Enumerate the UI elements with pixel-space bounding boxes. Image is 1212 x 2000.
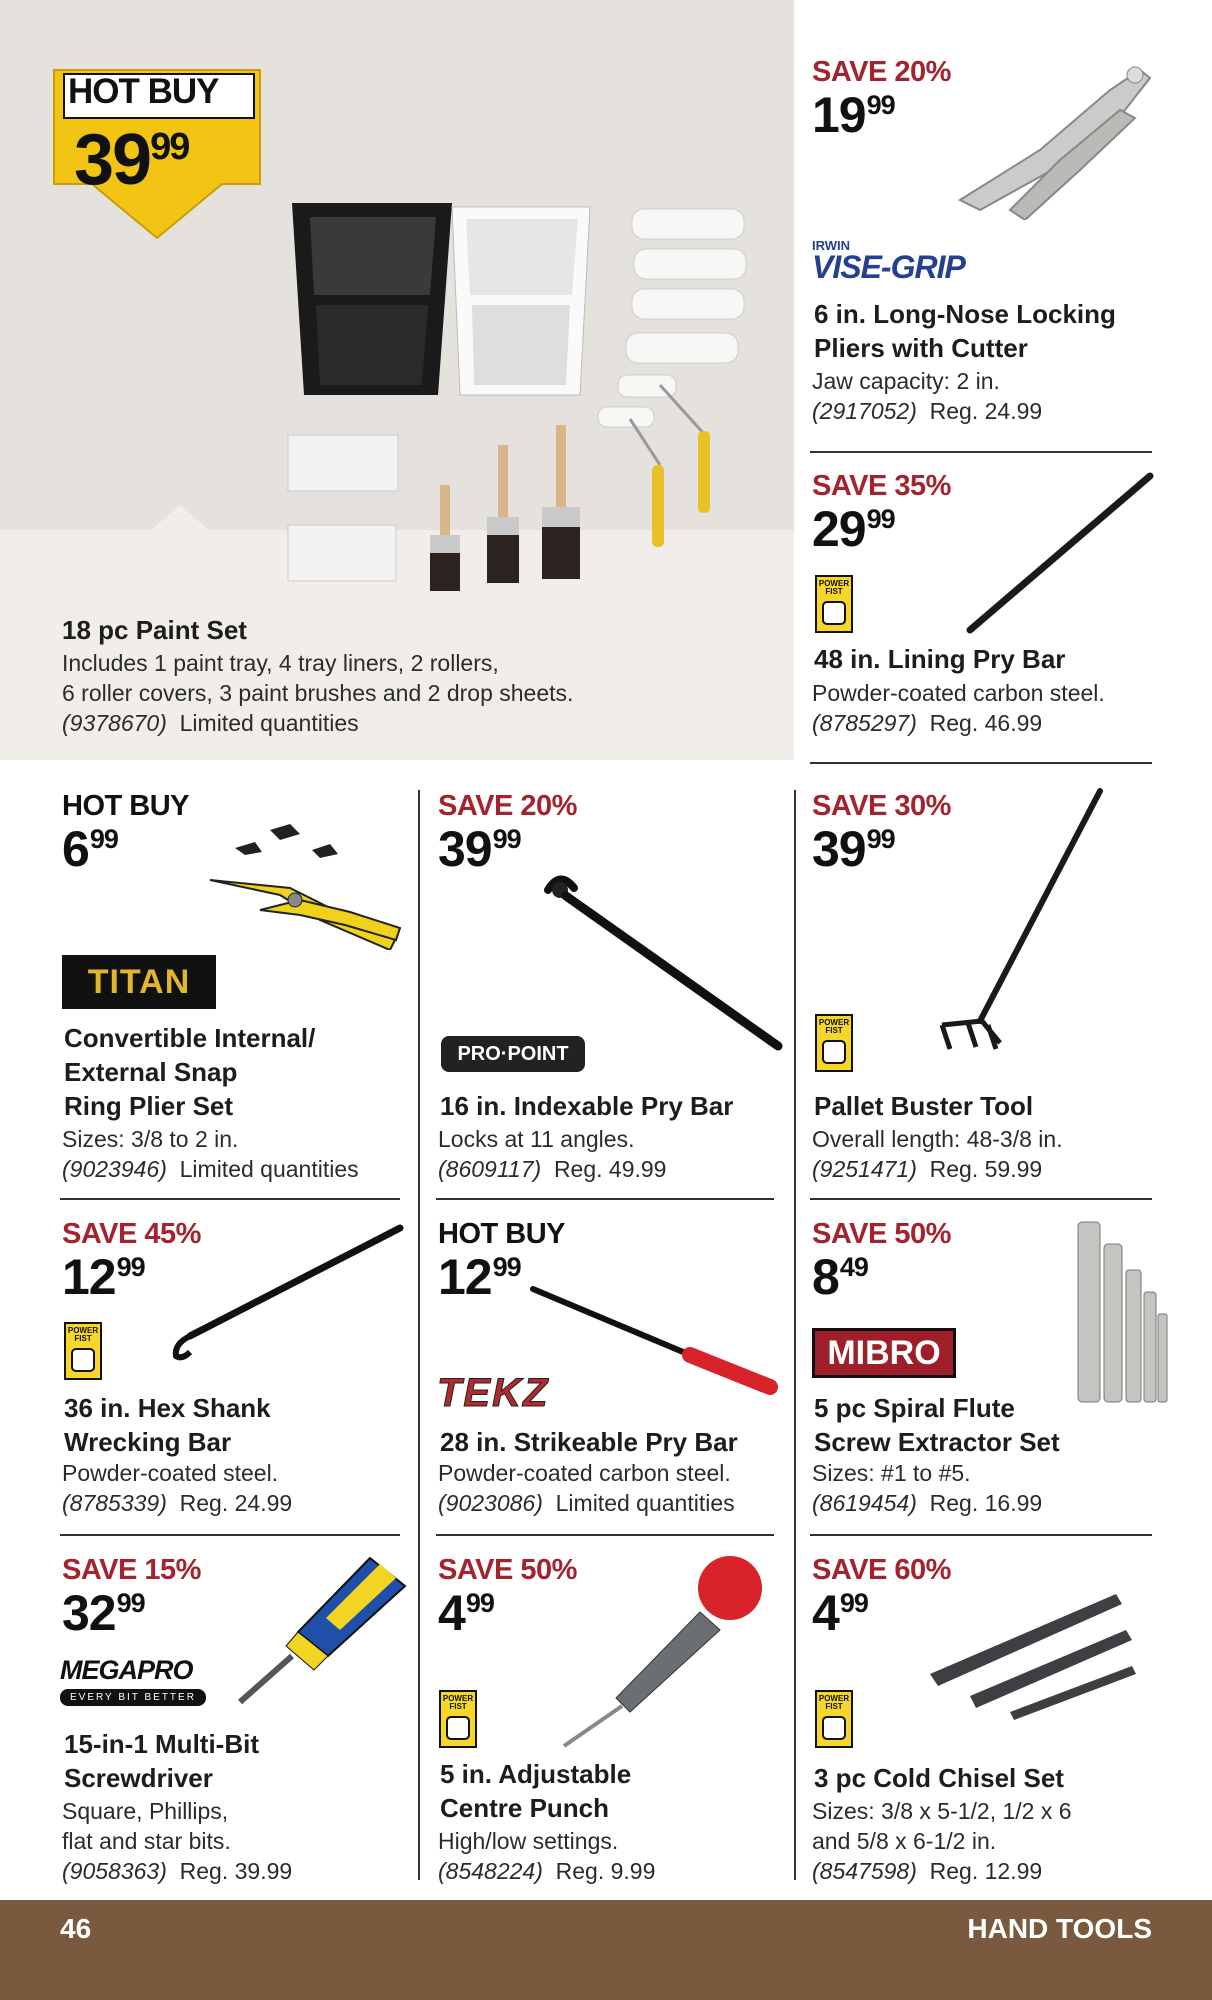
- power-fist-text: POWER FIST: [818, 579, 850, 596]
- power-fist-text: POWER FIST: [442, 1694, 474, 1711]
- p7-price: [438, 1249, 521, 1305]
- irwin-vise-grip-logo: [812, 238, 965, 285]
- hero-note: Limited quantities: [179, 710, 359, 736]
- p3-desc: Sizes: 3/8 to 2 in.: [62, 1126, 239, 1152]
- p11-desc-line2: and 5/8 x 6-1/2 in.: [812, 1828, 997, 1854]
- p9-sku: (9058363): [62, 1858, 167, 1884]
- p8-sku: (8619454): [812, 1490, 917, 1516]
- hero-desc-line1: Includes 1 paint tray, 4 tray liners, 2 rollers,: [62, 650, 499, 676]
- p10-price-cents: 99: [465, 1588, 494, 1618]
- p1-name-line2: Pliers with Cutter: [814, 333, 1028, 363]
- hero-product-name: 18 pc Paint Set: [62, 615, 247, 645]
- p1-price-cents: 99: [866, 90, 895, 120]
- p7-name: 28 in. Strikeable Pry Bar: [440, 1427, 738, 1457]
- irwin-brand-name: IRWIN: [812, 238, 851, 253]
- p4-name: 16 in. Indexable Pry Bar: [440, 1091, 734, 1121]
- p1-name-line1: 6 in. Long-Nose Locking: [814, 299, 1116, 329]
- p2-sku-line: [812, 708, 1042, 738]
- divider: [436, 1198, 774, 1200]
- p6-desc: Powder-coated steel.: [62, 1460, 279, 1486]
- p5-name: Pallet Buster Tool: [814, 1091, 1034, 1121]
- p4-save: SAVE 20%: [438, 790, 577, 822]
- p4-price-dollars: 39: [438, 821, 492, 877]
- power-fist-logo: [439, 1690, 477, 1748]
- titan-logo: TITAN: [62, 955, 216, 1009]
- section-title: HAND TOOLS: [967, 1913, 1152, 1944]
- p8-name-line1: 5 pc Spiral Flute: [814, 1393, 1015, 1423]
- hot-buy-label: HOT BUY: [68, 72, 219, 111]
- hero-desc-line2: 6 roller covers, 3 paint brushes and 2 drop sheets.: [62, 680, 574, 706]
- p9-desc-line1: Square, Phillips,: [62, 1798, 229, 1824]
- p4-desc: Locks at 11 angles.: [438, 1126, 635, 1152]
- p8-sku-line: [812, 1488, 1042, 1518]
- p11-sku: (8547598): [812, 1858, 917, 1884]
- p2-name: 48 in. Lining Pry Bar: [814, 644, 1066, 674]
- power-fist-text: POWER FIST: [818, 1018, 850, 1035]
- p6-name-line2: Wrecking Bar: [64, 1427, 232, 1457]
- p7-reg: Limited quantities: [555, 1490, 735, 1516]
- p3-sku-line: [62, 1154, 359, 1184]
- p2-desc: Powder-coated carbon steel.: [812, 680, 1105, 706]
- power-fist-logo: [815, 1014, 853, 1072]
- p3-price-cents: 99: [89, 824, 118, 854]
- column-divider: [418, 790, 420, 1880]
- p6-price: [62, 1249, 145, 1305]
- p9-sku-line: [62, 1856, 292, 1886]
- p2-reg: Reg. 46.99: [929, 710, 1043, 736]
- pro-point-logo: PRO·POINT: [441, 1036, 585, 1072]
- divider: [810, 1534, 1152, 1536]
- megapro-brand-name: MEGAPRO: [60, 1655, 193, 1685]
- p1-reg: Reg. 24.99: [929, 398, 1043, 424]
- multi-bit-screwdriver-image: [220, 1552, 420, 1712]
- p8-price-dollars: 8: [812, 1249, 839, 1305]
- megapro-tagline: EVERY BIT BETTER: [60, 1689, 206, 1706]
- p8-price: [812, 1249, 868, 1305]
- p5-price: [812, 821, 895, 877]
- fist-icon: [822, 1716, 846, 1740]
- p11-price: [812, 1585, 868, 1641]
- vise-grip-brand-name: VISE-GRIP: [812, 249, 965, 285]
- p8-save: SAVE 50%: [812, 1218, 951, 1250]
- divider: [810, 451, 1152, 453]
- p4-reg: Reg. 49.99: [553, 1156, 667, 1182]
- p7-price-dollars: 12: [438, 1249, 492, 1305]
- p3-name-line1: Convertible Internal/: [64, 1023, 316, 1053]
- p7-sku-line: [438, 1488, 735, 1518]
- p4-price: [438, 821, 521, 877]
- p9-name-line2: Screwdriver: [64, 1763, 213, 1793]
- screw-extractor-image: [1070, 1218, 1170, 1408]
- power-fist-text: POWER FIST: [818, 1694, 850, 1711]
- divider: [810, 1198, 1152, 1200]
- p2-price-dollars: 29: [812, 501, 866, 557]
- hero-price-dollars: 39: [74, 120, 151, 200]
- p3-name-line2: External Snap: [64, 1057, 238, 1087]
- p6-sku-line: [62, 1488, 292, 1518]
- p5-sku-line: [812, 1154, 1042, 1184]
- lining-pry-bar-image: [950, 470, 1160, 640]
- p9-reg: Reg. 39.99: [179, 1858, 293, 1884]
- p3-price-dollars: 6: [62, 821, 89, 877]
- p10-sku-line: [438, 1856, 655, 1886]
- mibro-logo: MIBRO: [812, 1328, 956, 1378]
- fist-icon: [822, 1040, 846, 1064]
- paint-set-image: [280, 195, 780, 605]
- p5-sku: (9251471): [812, 1156, 917, 1182]
- p2-sku: (8785297): [812, 710, 917, 736]
- p11-sku-line: [812, 1856, 1042, 1886]
- p7-save: HOT BUY: [438, 1218, 565, 1250]
- p9-price-dollars: 32: [62, 1585, 116, 1641]
- divider: [810, 762, 1152, 764]
- p2-save: SAVE 35%: [812, 470, 951, 502]
- divider: [436, 1534, 774, 1536]
- p5-reg: Reg. 59.99: [929, 1156, 1043, 1182]
- p6-price-cents: 99: [116, 1252, 145, 1282]
- power-fist-logo: [815, 1690, 853, 1748]
- p10-save: SAVE 50%: [438, 1554, 577, 1586]
- power-fist-logo: [64, 1322, 102, 1380]
- p7-sku: (9023086): [438, 1490, 543, 1516]
- p8-price-cents: 49: [839, 1252, 868, 1282]
- divider: [60, 1198, 400, 1200]
- fist-icon: [71, 1348, 95, 1372]
- fist-icon: [822, 601, 846, 625]
- megapro-logo: [60, 1655, 206, 1706]
- p10-reg: Reg. 9.99: [555, 1858, 656, 1884]
- p9-price-cents: 99: [116, 1588, 145, 1618]
- column-divider: [794, 790, 796, 1880]
- p7-price-cents: 99: [492, 1252, 521, 1282]
- p4-sku-line: [438, 1154, 666, 1184]
- tekz-logo: TEKZ: [437, 1371, 550, 1415]
- p3-reg: Limited quantities: [179, 1156, 359, 1182]
- p8-name-line2: Screw Extractor Set: [814, 1427, 1060, 1457]
- p3-name-line3: Ring Plier Set: [64, 1091, 234, 1121]
- p11-desc-line1: Sizes: 3/8 x 5-1/2, 1/2 x 6: [812, 1798, 1072, 1824]
- hero-price: [74, 120, 189, 200]
- p11-price-dollars: 4: [812, 1585, 839, 1641]
- pallet-buster-image: [920, 785, 1120, 1060]
- p7-desc: Powder-coated carbon steel.: [438, 1460, 731, 1486]
- hero-sku-line: [62, 708, 359, 738]
- p4-price-cents: 99: [492, 824, 521, 854]
- fist-icon: [446, 1716, 470, 1740]
- p5-desc: Overall length: 48-3/8 in.: [812, 1126, 1063, 1152]
- p10-name-line1: 5 in. Adjustable: [440, 1759, 632, 1789]
- p1-sku: (2917052): [812, 398, 917, 424]
- p9-price: [62, 1585, 145, 1641]
- p10-price: [438, 1585, 494, 1641]
- power-fist-logo: [815, 575, 853, 633]
- hero-sku: (9378670): [62, 710, 167, 736]
- p6-save: SAVE 45%: [62, 1218, 201, 1250]
- p3-sku: (9023946): [62, 1156, 167, 1182]
- p2-price-cents: 99: [866, 504, 895, 534]
- p9-name-line1: 15-in-1 Multi-Bit: [64, 1729, 259, 1759]
- p8-reg: Reg. 16.99: [929, 1490, 1043, 1516]
- p11-price-cents: 99: [839, 1588, 868, 1618]
- p1-sku-line: [812, 396, 1042, 426]
- p11-save: SAVE 60%: [812, 1554, 951, 1586]
- p10-desc: High/low settings.: [438, 1828, 619, 1854]
- p11-name: 3 pc Cold Chisel Set: [814, 1763, 1064, 1793]
- p1-price: [812, 87, 895, 143]
- wrecking-bar-image: [160, 1218, 410, 1368]
- p1-desc: Jaw capacity: 2 in.: [812, 368, 1000, 394]
- page-number: 46: [60, 1913, 92, 1944]
- p8-desc: Sizes: #1 to #5.: [812, 1460, 971, 1486]
- p5-price-dollars: 39: [812, 821, 866, 877]
- p11-reg: Reg. 12.99: [929, 1858, 1043, 1884]
- p10-sku: (8548224): [438, 1858, 543, 1884]
- p1-save: SAVE 20%: [812, 56, 951, 88]
- p3-price: [62, 821, 118, 877]
- centre-punch-image: [550, 1552, 770, 1752]
- hero-price-cents: 99: [150, 126, 189, 168]
- p3-save: HOT BUY: [62, 790, 189, 822]
- hero-notch: [150, 505, 210, 531]
- p5-price-cents: 99: [866, 824, 895, 854]
- p6-price-dollars: 12: [62, 1249, 116, 1305]
- p6-reg: Reg. 24.99: [179, 1490, 293, 1516]
- snap-ring-pliers-image: [190, 800, 410, 950]
- cold-chisel-set-image: [920, 1580, 1150, 1720]
- p9-desc-line2: flat and star bits.: [62, 1828, 231, 1854]
- p4-sku: (8609117): [438, 1156, 542, 1182]
- p6-name-line1: 36 in. Hex Shank: [64, 1393, 271, 1423]
- p6-sku: (8785339): [62, 1490, 167, 1516]
- p1-price-dollars: 19: [812, 87, 866, 143]
- divider: [60, 1534, 400, 1536]
- p10-name-line2: Centre Punch: [440, 1793, 610, 1823]
- indexable-pry-bar-image: [530, 870, 790, 1060]
- p10-price-dollars: 4: [438, 1585, 465, 1641]
- p9-save: SAVE 15%: [62, 1554, 201, 1586]
- p2-price: [812, 501, 895, 557]
- locking-pliers-image: [950, 60, 1160, 220]
- power-fist-text: POWER FIST: [67, 1326, 99, 1343]
- p5-save: SAVE 30%: [812, 790, 951, 822]
